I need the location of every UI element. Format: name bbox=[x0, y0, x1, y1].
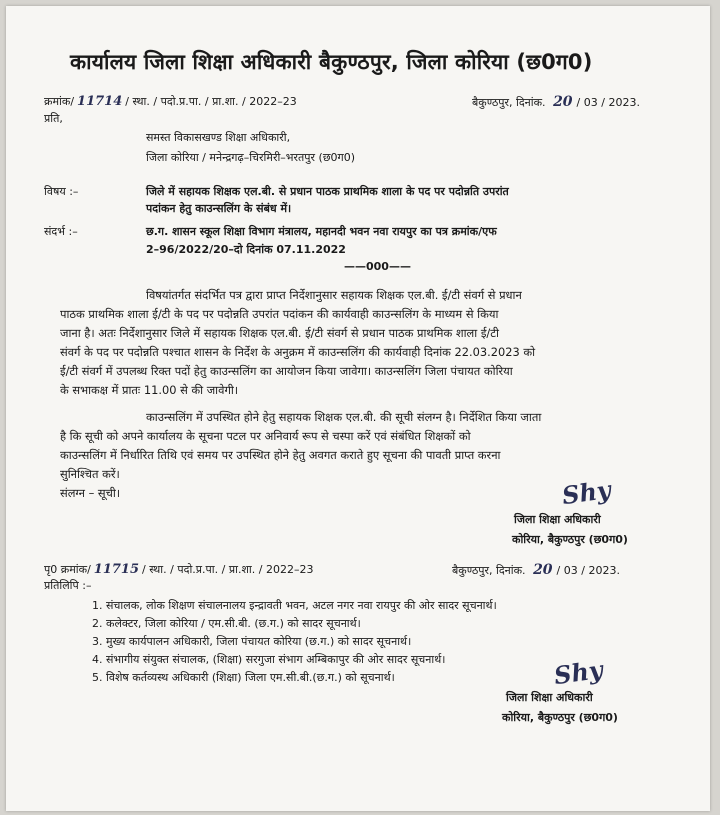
reference-line-1: छ.ग. शासन स्कूल शिक्षा विभाग मंत्रालय, महानदी भवन नवा रायपुर का पत्र क्रमांक/एफ bbox=[146, 225, 497, 238]
signature-mark-1: Shy bbox=[560, 474, 613, 511]
office-title: कार्यालय जिला शिक्षा अधिकारी बैकुण्ठपुर, जिला कोरिया (छ0ग0) bbox=[70, 50, 593, 74]
ref-suffix: / स्था. / पदो.प्र.पा. / प्रा.शा. / 2022–23 bbox=[125, 95, 297, 108]
ref-place-label: बैकुण्ठपुर, दिनांक. bbox=[472, 96, 546, 109]
ref-date-rest: / 03 / 2023. bbox=[576, 96, 640, 109]
copy-ref-suffix: / स्था. / पदो.प्र.पा. / प्रा.शा. / 2022–23 bbox=[142, 563, 314, 576]
para1-line-5: ई/टी संवर्ग में उपलब्ध रिक्त पदों हेतु काउन्सलिंग का आयोजन किया जावेगा। काउन्सलिंग जिला पंचायत कोरिया bbox=[60, 364, 513, 378]
subject-line-1: जिले में सहायक शिक्षक एल.बी. से प्रधान पाठक प्राथमिक शाला के पद पर पदोन्नति उपरांत bbox=[146, 185, 509, 198]
copy-ref-place-label: बैकुण्ठपुर, दिनांक. bbox=[452, 564, 526, 577]
ref-number-handwritten: 11714 bbox=[77, 94, 123, 109]
copy-ref-prefix: पृ0 क्रमांक/ bbox=[44, 563, 91, 576]
to-label: प्रति, bbox=[44, 112, 63, 125]
subject-label: विषय :– bbox=[44, 185, 79, 198]
signatory-office-2: कोरिया, बैकुण्ठपुर (छ0ग0) bbox=[502, 711, 618, 724]
para2-line-2: है कि सूची को अपने कार्यालय के सूचना पटल पर अनिवार्य रूप से चस्पा करें एवं संबंधित शिक्षकों को bbox=[60, 429, 471, 443]
copy-item-5: 5. विशेष कर्तव्यस्थ अधिकारी (शिक्षा) जिला एम.सी.बी.(छ.ग.) को सूचनार्थ। bbox=[92, 671, 395, 684]
separator: ——000—— bbox=[344, 260, 411, 273]
addressee-line-1: समस्त विकासखण्ड शिक्षा अधिकारी, bbox=[146, 131, 291, 144]
signature-mark-2: Shy bbox=[552, 654, 605, 691]
letter-page bbox=[6, 6, 710, 811]
para1-line-1: विषयांतर्गत संदर्भित पत्र द्वारा प्राप्त निर्देशानुसार सहायक शिक्षक एल.बी. ई/टी संवर्ग से प्रधान bbox=[146, 288, 522, 302]
para2-line-4: सुनिश्चित करें। bbox=[60, 467, 120, 481]
ref-number-line bbox=[44, 94, 297, 109]
para1-line-3: जाना है। अतः निर्देशानुसार जिले में सहायक शिक्षक एल.बी. ई/टी संवर्ग से प्रधान पाठक प्राथमिक शाला ई/टी bbox=[60, 326, 499, 340]
copy-item-3: 3. मुख्य कार्यपालन अधिकारी, जिला पंचायत कोरिया (छ.ग.) को सादर सूचनार्थ। bbox=[92, 635, 412, 648]
ref-prefix: क्रमांक/ bbox=[44, 95, 75, 108]
copy-ref-day-handwritten: 20 bbox=[533, 562, 553, 578]
copy-item-4: 4. संभागीय संयुक्त संचालक, (शिक्षा) सरगुजा संभाग अम्बिकापुर की ओर सादर सूचनार्थ। bbox=[92, 653, 446, 666]
copy-ref-date bbox=[452, 562, 620, 578]
para1-line-2: पाठक प्राथमिक शाला ई/टी के पद पर पदोन्नति उपरांत पदांकन की कार्यवाही काउन्सलिंग के माध्यम से किया bbox=[60, 307, 499, 321]
signatory-office-1: कोरिया, बैकुण्ठपुर (छ0ग0) bbox=[512, 533, 628, 546]
para1-line-6: के सभाकक्ष में प्रातः 11.00 से की जावेगी। bbox=[60, 383, 239, 397]
reference-line-2: 2–96/2022/20–दो दिनांक 07.11.2022 bbox=[146, 243, 346, 256]
signatory-title-2: जिला शिक्षा अधिकारी bbox=[506, 691, 593, 704]
para2-line-1: काउन्सलिंग में उपस्थित होने हेतु सहायक शिक्षक एल.बी. की सूची संलग्न है। निर्देशित किया जाता bbox=[146, 410, 542, 424]
copy-ref-date-rest: / 03 / 2023. bbox=[556, 564, 620, 577]
copy-item-2: 2. कलेक्टर, जिला कोरिया / एम.सी.बी. (छ.ग.) को सादर सूचनार्थ। bbox=[92, 617, 361, 630]
signatory-title-1: जिला शिक्षा अधिकारी bbox=[514, 513, 601, 526]
copy-item-1: 1. संचालक, लोक शिक्षण संचालनालय इन्द्रावती भवन, अटल नगर नवा रायपुर की ओर सादर सूचनार्थ। bbox=[92, 599, 497, 612]
copy-ref-number-line bbox=[44, 562, 313, 577]
copy-label: प्रतिलिपि :– bbox=[44, 579, 92, 592]
enclosure: संलग्न – सूची। bbox=[60, 486, 121, 500]
para1-line-4: संवर्ग के पद पर पदोन्नति पश्चात शासन के निर्देश के अनुक्रम में काउन्सलिंग की कार्यवाही दिनांक 22.03.2023 को bbox=[60, 345, 536, 359]
reference-label: संदर्भ :– bbox=[44, 225, 78, 238]
addressee-line-2: जिला कोरिया / मनेन्द्रगढ़–चिरमिरी–भरतपुर (छ0ग0) bbox=[146, 151, 356, 164]
para2-line-3: काउन्सलिंग में निर्धारित तिथि एवं समय पर उपस्थित होने हेतु अवगत कराते हुए सूचना की पावती प्राप्त करना bbox=[60, 448, 501, 462]
ref-date bbox=[472, 94, 640, 110]
ref-day-handwritten: 20 bbox=[553, 94, 573, 110]
subject-line-2: पदांकन हेतु काउन्सलिंग के संबंध में। bbox=[146, 202, 292, 215]
copy-ref-number-handwritten: 11715 bbox=[93, 562, 140, 577]
